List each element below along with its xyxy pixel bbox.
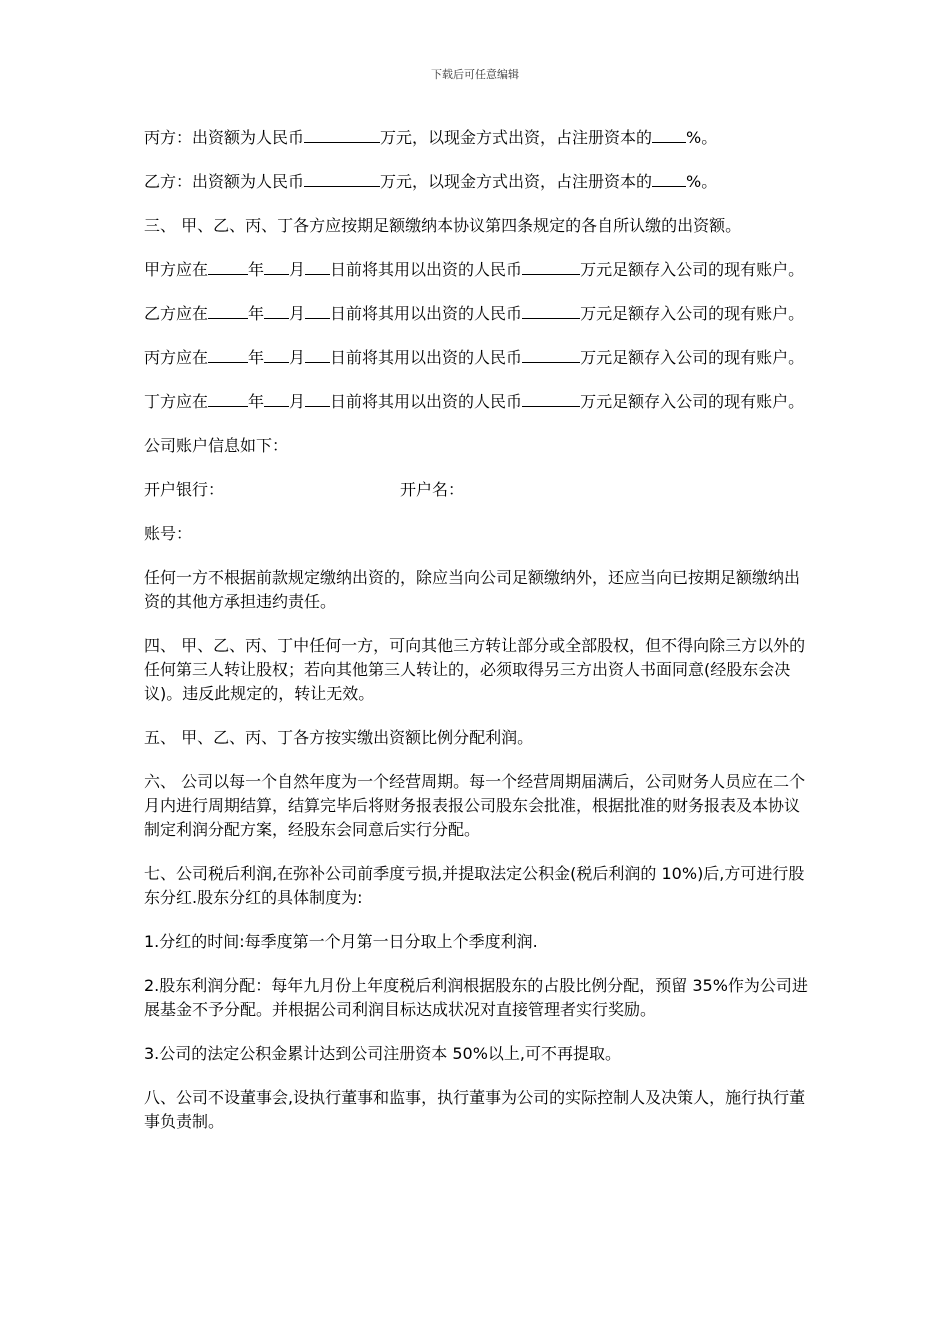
text-segment: %。 <box>686 128 718 147</box>
blank-amount[interactable] <box>522 346 580 363</box>
text-segment: 万元，以现金方式出资，占注册资本的 <box>380 128 653 147</box>
blank-percent[interactable] <box>652 126 686 143</box>
year-label: 年 <box>248 304 265 323</box>
text-segment: 日前将其用以出资的人民币 <box>330 304 523 323</box>
text-segment: %。 <box>686 172 718 191</box>
clause-eight: 八、公司不设董事会,设执行董事和监事，执行董事为公司的实际控制人及决策人，施行执行董事负责制。 <box>144 1088 806 1131</box>
blank-year[interactable] <box>208 302 248 319</box>
text-segment: 日前将其用以出资的人民币 <box>330 260 523 279</box>
paragraph-ding-deposit <box>144 390 808 414</box>
clause-six: 六、 公司以每一个自然年度为一个经营周期。每一个经营周期届满后，公司财务人员应在二个月内进行周期结算，结算完毕后将财务报表报公司股东会批准，根据批准的财务报表及本协议制定利润分配方案，经股东会同意后实行分配。 <box>144 772 806 839</box>
party-text: 丙方应在 <box>144 348 209 367</box>
blank-amount[interactable] <box>304 126 380 143</box>
text-segment: 万元足额存入公司的现有账户。 <box>580 392 805 411</box>
account-info-heading: 公司账户信息如下： <box>144 436 289 455</box>
year-label: 年 <box>248 348 265 367</box>
party-text: 甲方应在 <box>144 260 209 279</box>
blank-day[interactable] <box>305 390 330 407</box>
blank-amount[interactable] <box>522 302 580 319</box>
text-segment: 万元足额存入公司的现有账户。 <box>580 304 805 323</box>
party-text: 丁方应在 <box>144 392 209 411</box>
clause-seven: 七、公司税后利润,在弥补公司前季度亏损,并提取法定公积金(税后利润的 10%)后,方可进行股东分红.股东分红的具体制度为: <box>144 864 805 907</box>
year-label: 年 <box>248 260 265 279</box>
text-segment: 万元，以现金方式出资，占注册资本的 <box>380 172 653 191</box>
clause-four: 四、 甲、乙、丙、丁中任何一方，可向其他三方转让部分或全部股权，但不得向除三方以外的任何第三人转让股权；若向其他第三人转让的，必须取得另三方出资人书面同意(经股东会决议)。违反此规定的，转让无效。 <box>144 636 806 703</box>
paragraph-bing-deposit <box>144 346 808 370</box>
blank-day[interactable] <box>305 302 330 319</box>
paragraph-jia-deposit <box>144 258 808 282</box>
text-segment: 万元足额存入公司的现有账户。 <box>580 260 805 279</box>
bank-label: 开户银行： <box>144 480 225 499</box>
blank-year[interactable] <box>208 390 248 407</box>
text-segment: 日前将其用以出资的人民币 <box>330 348 523 367</box>
clause-five: 五、 甲、乙、丙、丁各方按实缴出资额比例分配利润。 <box>144 728 534 747</box>
blank-day[interactable] <box>305 258 330 275</box>
blank-month[interactable] <box>264 302 289 319</box>
blank-amount[interactable] <box>522 258 580 275</box>
dividend-rule-2: 2.股东利润分配：每年九月份上年度税后利润根据股东的占股比例分配，预留 35%作为公司进展基金不予分配。并根据公司利润目标达成状况对直接管理者实行奖励。 <box>144 976 808 1019</box>
dividend-rule-3: 3.公司的法定公积金累计达到公司注册资本 50%以上,可不再提取。 <box>144 1044 622 1063</box>
clause-three: 三、 甲、乙、丙、丁各方应按期足额缴纳本协议第四条规定的各自所认缴的出资额。 <box>144 216 742 235</box>
text-segment: 日前将其用以出资的人民币 <box>330 392 523 411</box>
dividend-rule-1: 1.分红的时间:每季度第一个月第一日分取上个季度利润. <box>144 932 538 951</box>
text-segment: 乙方：出资额为人民币 <box>144 172 305 191</box>
blank-amount[interactable] <box>304 170 380 187</box>
blank-year[interactable] <box>208 258 248 275</box>
blank-month[interactable] <box>264 258 289 275</box>
party-text: 乙方应在 <box>144 304 209 323</box>
bank-info-row <box>144 478 808 502</box>
paragraph-yi-deposit <box>144 302 808 326</box>
paragraph-bing-contribution <box>144 126 808 150</box>
blank-amount[interactable] <box>522 390 580 407</box>
month-label: 月 <box>289 260 306 279</box>
month-label: 月 <box>289 348 306 367</box>
blank-percent[interactable] <box>652 170 686 187</box>
blank-month[interactable] <box>264 346 289 363</box>
blank-year[interactable] <box>208 346 248 363</box>
default-liability-paragraph: 任何一方不根据前款规定缴纳出资的，除应当向公司足额缴纳外，还应当向已按期足额缴纳出资的其他方承担违约责任。 <box>144 568 801 611</box>
year-label: 年 <box>248 392 265 411</box>
page-header: 下载后可任意编辑 <box>431 68 519 81</box>
text-segment: 万元足额存入公司的现有账户。 <box>580 348 805 367</box>
account-name-label: 开户名： <box>400 480 465 499</box>
month-label: 月 <box>289 304 306 323</box>
paragraph-yi-contribution <box>144 170 808 194</box>
account-number-label: 账号： <box>144 524 193 543</box>
blank-day[interactable] <box>305 346 330 363</box>
text-segment: 丙方：出资额为人民币 <box>144 128 305 147</box>
blank-month[interactable] <box>264 390 289 407</box>
document-body <box>144 126 808 1154</box>
month-label: 月 <box>289 392 306 411</box>
